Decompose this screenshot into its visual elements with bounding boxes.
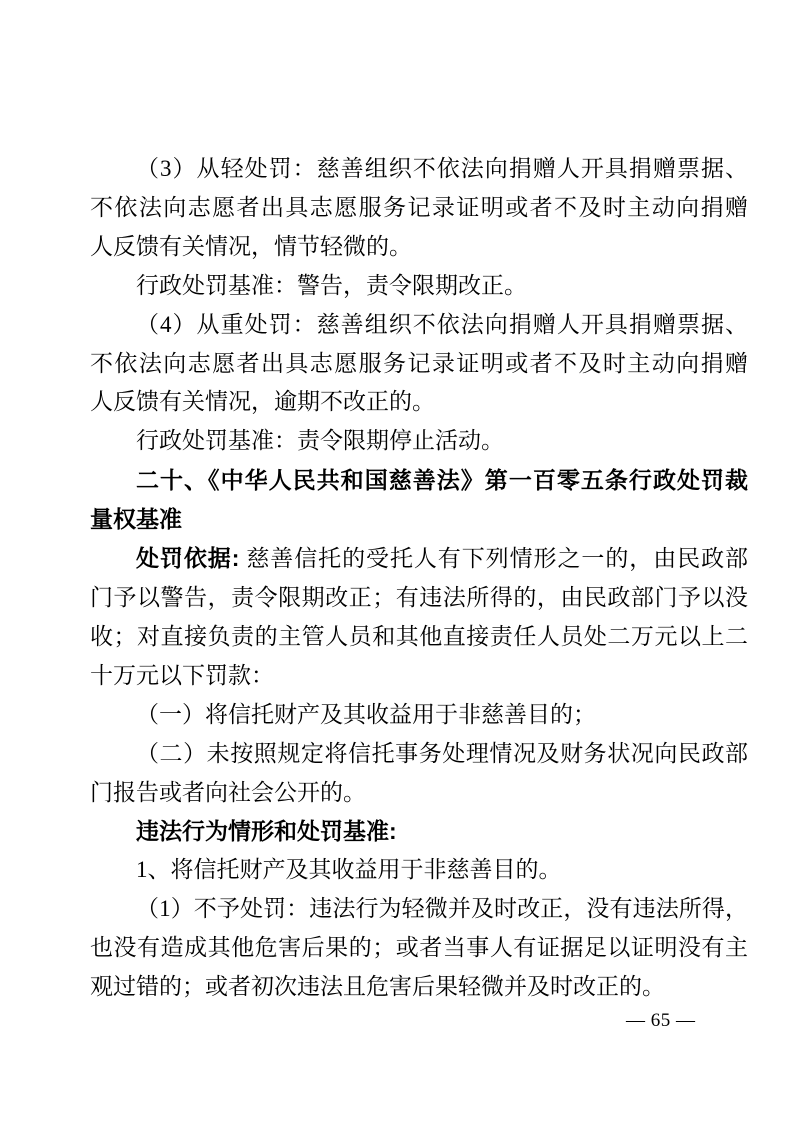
page-number: — 65 — [626,1010,696,1031]
para-lenient-penalty-line-3: 人反馈有关情况，情节轻微的。 [90,233,412,259]
penalty-basis-text: 慈善信托的受托人有下列情形之一的，由民政部 [245,546,749,572]
section-20-heading-line-1: 二十、《中华人民共和国慈善法》第一百零五条行政处罚裁 [136,467,748,494]
penalty-basis-line-3: 收；对直接负责的主管人员和其他直接责任人员处二万元以上二 [90,623,748,649]
para-lenient-penalty-line-2: 不依法向志愿者出具志愿服务记录证明或者不及时主动向捐赠 [90,194,748,220]
no-penalty-line-1: （1）不予处罚：违法行为轻微并及时改正，没有违法所得， [136,896,748,922]
item-two-line-2: 门报告或者向社会公开的。 [90,779,366,805]
penalty-basis-line-2: 门予以警告，责令限期改正；有违法所得的，由民政部门予以没 [90,584,748,610]
para-lenient-penalty-line-1: （3）从轻处罚：慈善组织不依法向捐赠人开具捐赠票据、 [136,156,748,181]
penalty-basis-line-1 [90,539,748,579]
item-one-line: （一）将信托财产及其收益用于非慈善目的； [136,701,596,727]
penalty-basis-label: 处罚依据: [136,545,240,572]
para-severe-penalty-line-2: 不依法向志愿者出具志愿服务记录证明或者不及时主动向捐赠 [90,350,748,376]
no-penalty-line-3: 观过错的；或者初次违法且危害后果轻微并及时改正的。 [90,974,665,1000]
section-20-heading-line-2: 量权基准 [90,506,182,533]
para-severe-penalty-line-3: 人反馈有关情况，逾期不改正的。 [90,389,435,415]
violation-item-1-line: 1、将信托财产及其收益用于非慈善目的。 [136,857,562,883]
penalty-basis-line-4: 十万元以下罚款： [90,662,274,688]
penalty-standard-stop-line: 行政处罚基准：责令限期停止活动。 [136,428,504,454]
item-two-line-1: （二）未按照规定将信托事务处理情况及财务状况向民政部 [136,740,748,766]
penalty-standard-warning-line: 行政处罚基准：警告，责令限期改正。 [136,272,527,298]
no-penalty-line-2: 也没有造成其他危害后果的；或者当事人有证据足以证明没有主 [90,935,748,961]
violation-standards-heading: 违法行为情形和处罚基准: [136,818,397,845]
document-body [90,150,748,1007]
para-severe-penalty-line-1: （4）从重处罚：慈善组织不依法向捐赠人开具捐赠票据、 [136,311,748,337]
